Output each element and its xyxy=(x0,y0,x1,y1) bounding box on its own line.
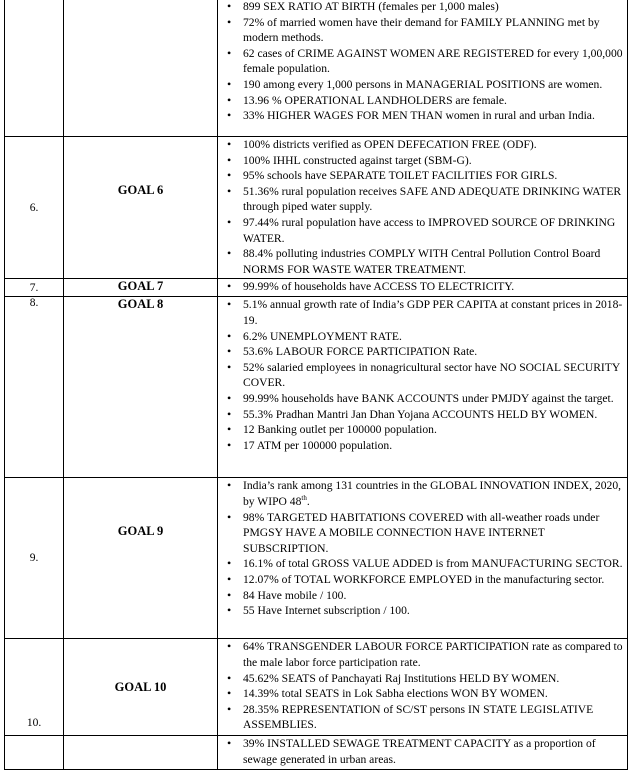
goal-label xyxy=(64,736,218,769)
indicator-list xyxy=(218,0,623,124)
list-item: • 52% salaried employees in nonagricultural sector have NO SOCIAL SECURITY COVER. xyxy=(218,360,623,391)
list-item: • 13.96 % OPERATIONAL LANDHOLDERS are female. xyxy=(218,93,623,109)
list-item-text: India’s rank among 131 countries in the GLOBAL INNOVATION INDEX, 2020, by WIPO 48 xyxy=(243,479,622,508)
sdg-indicators-table xyxy=(4,0,628,770)
list-item: • 17 ATM per 100000 population. xyxy=(218,438,623,454)
list-item: • 33% HIGHER WAGES FOR MEN THAN women in rural and urban India. xyxy=(218,108,623,124)
goal-label xyxy=(64,0,218,137)
list-item: • 899 SEX RATIO AT BIRTH (females per 1,000 males) xyxy=(218,0,623,15)
list-item: • 97.44% rural population have access to IMPROVED SOURCE OF DRINKING WATER. xyxy=(218,215,623,246)
row-number: 7. xyxy=(5,279,64,297)
indicator-list xyxy=(218,736,623,767)
list-item: • 39% INSTALLED SEWAGE TREATMENT CAPACITY as a proportion of sewage generated in urban areas. xyxy=(218,736,623,767)
list-item: • 14.39% total SEATS in Lok Sabha elections WON BY WOMEN. xyxy=(218,686,623,702)
goal-label xyxy=(64,478,218,639)
table-row xyxy=(5,297,628,478)
row-number: 6. xyxy=(5,137,64,279)
list-item: • 62 cases of CRIME AGAINST WOMEN ARE REGISTERED for every 1,00,000 female population. xyxy=(218,46,623,77)
indicator-list xyxy=(218,639,623,733)
list-item: • 6.2% UNEMPLOYMENT RATE. xyxy=(218,329,623,345)
list-item: • 53.6% LABOUR FORCE PARTICIPATION Rate. xyxy=(218,344,623,360)
goal-label: GOAL 7 xyxy=(64,279,218,297)
list-item: • 99.99% households have BANK ACCOUNTS under PMJDY against the target. xyxy=(218,391,623,407)
list-item: • 12 Banking outlet per 100000 population. xyxy=(218,422,623,438)
indicator-list xyxy=(218,279,623,295)
list-item: • 51.36% rural population receives SAFE AND ADEQUATE DRINKING WATER through piped water supply. xyxy=(218,184,623,215)
table-row xyxy=(5,0,628,137)
indicator-list xyxy=(218,137,623,277)
list-item: • 95% schools have SEPARATE TOILET FACILITIES FOR GIRLS. xyxy=(218,168,623,184)
table-row xyxy=(5,736,628,769)
goal-label xyxy=(64,137,218,279)
goal-label: GOAL 10 xyxy=(64,639,218,736)
row-number: 10. xyxy=(5,639,64,736)
indicator-cell xyxy=(218,639,628,736)
list-item: • 45.62% SEATS of Panchayati Raj Institutions HELD BY WOMEN. xyxy=(218,671,623,687)
table-row xyxy=(5,279,628,297)
ordinal-suffix: th xyxy=(301,494,307,503)
indicator-cell xyxy=(218,137,628,279)
list-item: • 99.99% of households have ACCESS TO ELECTRICITY. xyxy=(218,279,623,295)
list-item: • 100% IHHL constructed against target (SBM-G). xyxy=(218,153,623,169)
row-number xyxy=(5,0,64,137)
list-item: • 100% districts verified as OPEN DEFECATION FREE (ODF). xyxy=(218,137,623,153)
goal-title: GOAL 6 xyxy=(117,183,164,197)
list-item: • 84 Have mobile / 100. xyxy=(218,588,623,604)
table-row xyxy=(5,639,628,736)
list-item: • 72% of married women have their demand for FAMILY PLANNING met by modern methods. xyxy=(218,15,623,46)
list-item: • 28.35% REPRESENTATION of SC/ST persons IN STATE LEGISLATIVE ASSEMBLIES. xyxy=(218,702,623,733)
list-item: • 88.4% polluting industries COMPLY WITH Central Pollution Control Board NORMS FOR WASTE WATER TREATMENT. xyxy=(218,246,623,277)
goal-title: GOAL 9 xyxy=(117,524,164,539)
list-item: • 55.3% Pradhan Mantri Jan Dhan Yojana ACCOUNTS HELD BY WOMEN. xyxy=(218,407,623,423)
indicator-cell xyxy=(218,297,628,478)
indicator-list xyxy=(218,297,623,453)
list-item: • 64% TRANSGENDER LABOUR FORCE PARTICIPATION rate as compared to the male labor force participation rate. xyxy=(218,639,623,670)
indicator-cell xyxy=(218,279,628,297)
table-row xyxy=(5,137,628,279)
indicator-cell xyxy=(218,478,628,639)
list-item: • 16.1% of total GROSS VALUE ADDED is from MANUFACTURING SECTOR. xyxy=(218,556,623,572)
list-item: • 55 Have Internet subscription / 100. xyxy=(218,603,623,619)
row-number xyxy=(5,736,64,769)
list-item-end: . xyxy=(306,494,310,508)
list-item: • 98% TARGETED HABITATIONS COVERED with all-weather roads under PMGSY HAVE A MOBILE CONNECTION HAVE INTERNET SUBSCRIPTION. xyxy=(218,510,623,557)
goal-label: GOAL 8 xyxy=(64,297,218,478)
row-number: 9. xyxy=(5,478,64,639)
indicator-cell xyxy=(218,736,628,769)
indicator-cell xyxy=(218,0,628,137)
row-number: 8. xyxy=(5,297,64,478)
list-item: • 12.07% of TOTAL WORKFORCE EMPLOYED in the manufacturing sector. xyxy=(218,572,623,588)
table-row xyxy=(5,478,628,639)
indicator-list xyxy=(218,478,623,618)
list-item xyxy=(218,478,623,509)
list-item: • 5.1% annual growth rate of India’s GDP PER CAPITA at constant prices in 2018-19. xyxy=(218,297,623,328)
list-item: • 190 among every 1,000 persons in MANAGERIAL POSITIONS are women. xyxy=(218,77,623,93)
